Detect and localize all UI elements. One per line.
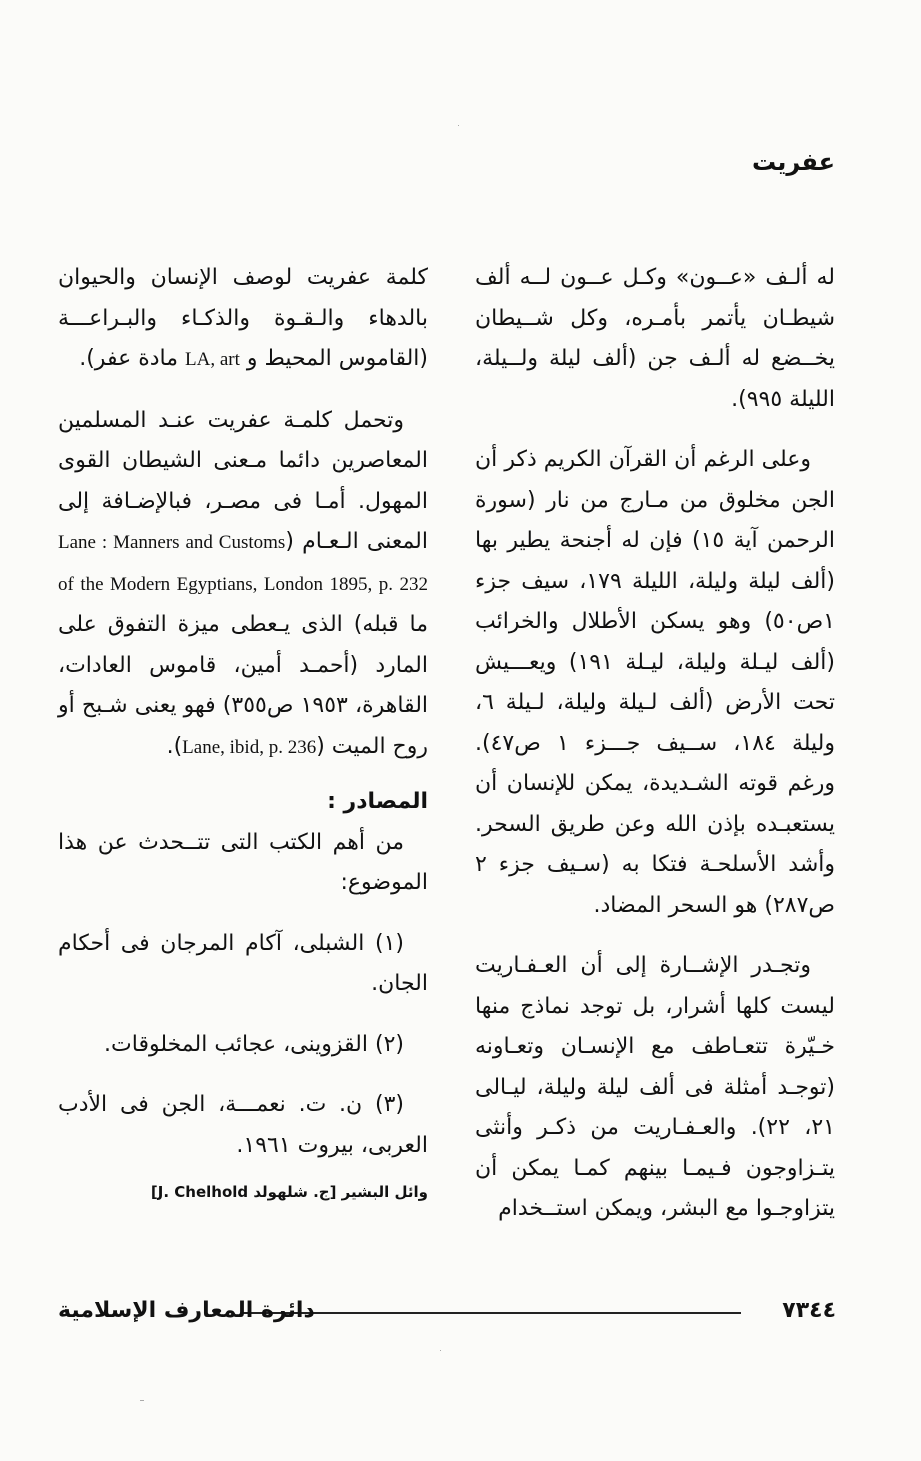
author-signature: وائل البشير [ج. شلهولد J. Chelhold] (150, 1183, 428, 1201)
paragraph: وعلى الرغم أن القرآن الكريم ذكر أن الجن مخلوق من مـارج من نار (سورة الرحمن آية ١٥) فإن له أجنحة يطير بها (ألف ليلة وليلة، الليلة ١٧٩، سيف جزء ١ص٥٠) وهو يسكن الأطلال والخرائب (ألف ليـلة وليلة، ليـلة ١٩١) ويعـــيش تحت الأرض (ألف لـيلة وليلة، لـيلة ٦، وليلة ١٨٤، ســيف جـــزء ١ ص٤٧). ورغم قوته الشـديدة، يمكن للإنسان أن يستعبـده بإذن الله وعن طريق السحر. وأشد الأسلحـة فتكا به (سـيف جزء ٢ ص٢٨٧) هو السحر المضاد. (475, 447, 836, 918)
paragraph: وتجـدر الإشــارة إلى أن العـفـاريت ليست كلها أشرار، بل توجد نماذج منها خـيّرة تتعـاطف مع الإنسـان وتعـاونه (توجـد أمثلة فى ألف ليلة وليلة، ليـالى ٢١، ٢٢). والعـفـاريت من ذكـر وأنثى يتـزاوجون فـيمـا بينهم كمـا يمكن أن يتزاوجـوا مع البشر، ويمكن استــخدام (475, 953, 835, 1221)
journal-name: دائرة المعارف الإسلامية (58, 1298, 315, 1323)
reference: Lane : Manners and Customs of the Modern Egyptians, London 1895, p. 232 (58, 532, 428, 595)
text-run: مادة عفر). (79, 346, 179, 371)
sources-heading: المصادر : (327, 789, 428, 814)
source-item: (٣) ن. ت. نعمـــة، الجن فى الأدب العربى، بيروت ١٩٦١. (58, 1092, 428, 1158)
text-run: كلمة عفريت لوصف الإنسان والحيوان بالدهاء والـقـوة والذكـاء والبـراعـــة (القاموس المحيط و (58, 265, 428, 371)
text-run: وتحمل كلمـة عفريت عنـد المسلمين المعاصرين دائما مـعنى الشيطان القوى المهول. أمـا فى مصـر، فبالإضـافة إلى المعنى الـعـام ( (58, 407, 429, 554)
left-column (58, 258, 428, 1204)
text-run: ما قبله) الذى يـعطى ميزة التفوق على المارد (أحمـد أمين، قاموس العادات، القاهرة، ١٩٥٣ ص٣٥٥) فهو يعنى شـبح أو روح الميت ( (58, 612, 429, 759)
source-item: (١) الشبلى، آكام المرجان فى أحكام الجان. (58, 930, 428, 996)
paragraph (58, 258, 428, 381)
paragraph: له ألـف «عــون» وكـل عــون لــه ألف شيطـان يأتمر بأمـره، وكل شــيطان يخــضع له ألـف جن (ألف ليلة ولــيلة، الليلة ٩٩٥). (475, 265, 835, 412)
scan-speck (440, 1350, 441, 1351)
text-run: ). (166, 733, 183, 759)
paragraph (58, 401, 428, 769)
page-number: ٧٣٤٤ (782, 1298, 836, 1323)
right-column (475, 258, 835, 1230)
reference: LA, art (185, 349, 240, 370)
footer-rule (243, 1312, 741, 1314)
source-item: (٢) القزوينى، عجائب المخلوقات. (104, 1031, 404, 1057)
scan-speck (140, 1400, 144, 1401)
page-footer (58, 1298, 836, 1328)
page-header-title: عفريت (751, 148, 835, 176)
sources-intro: من أهم الكتب التى تتــحدث عن هذا الموضوع: (58, 829, 428, 895)
scan-speck (458, 125, 459, 126)
reference: Lane, ibid, p. 236 (182, 736, 317, 758)
